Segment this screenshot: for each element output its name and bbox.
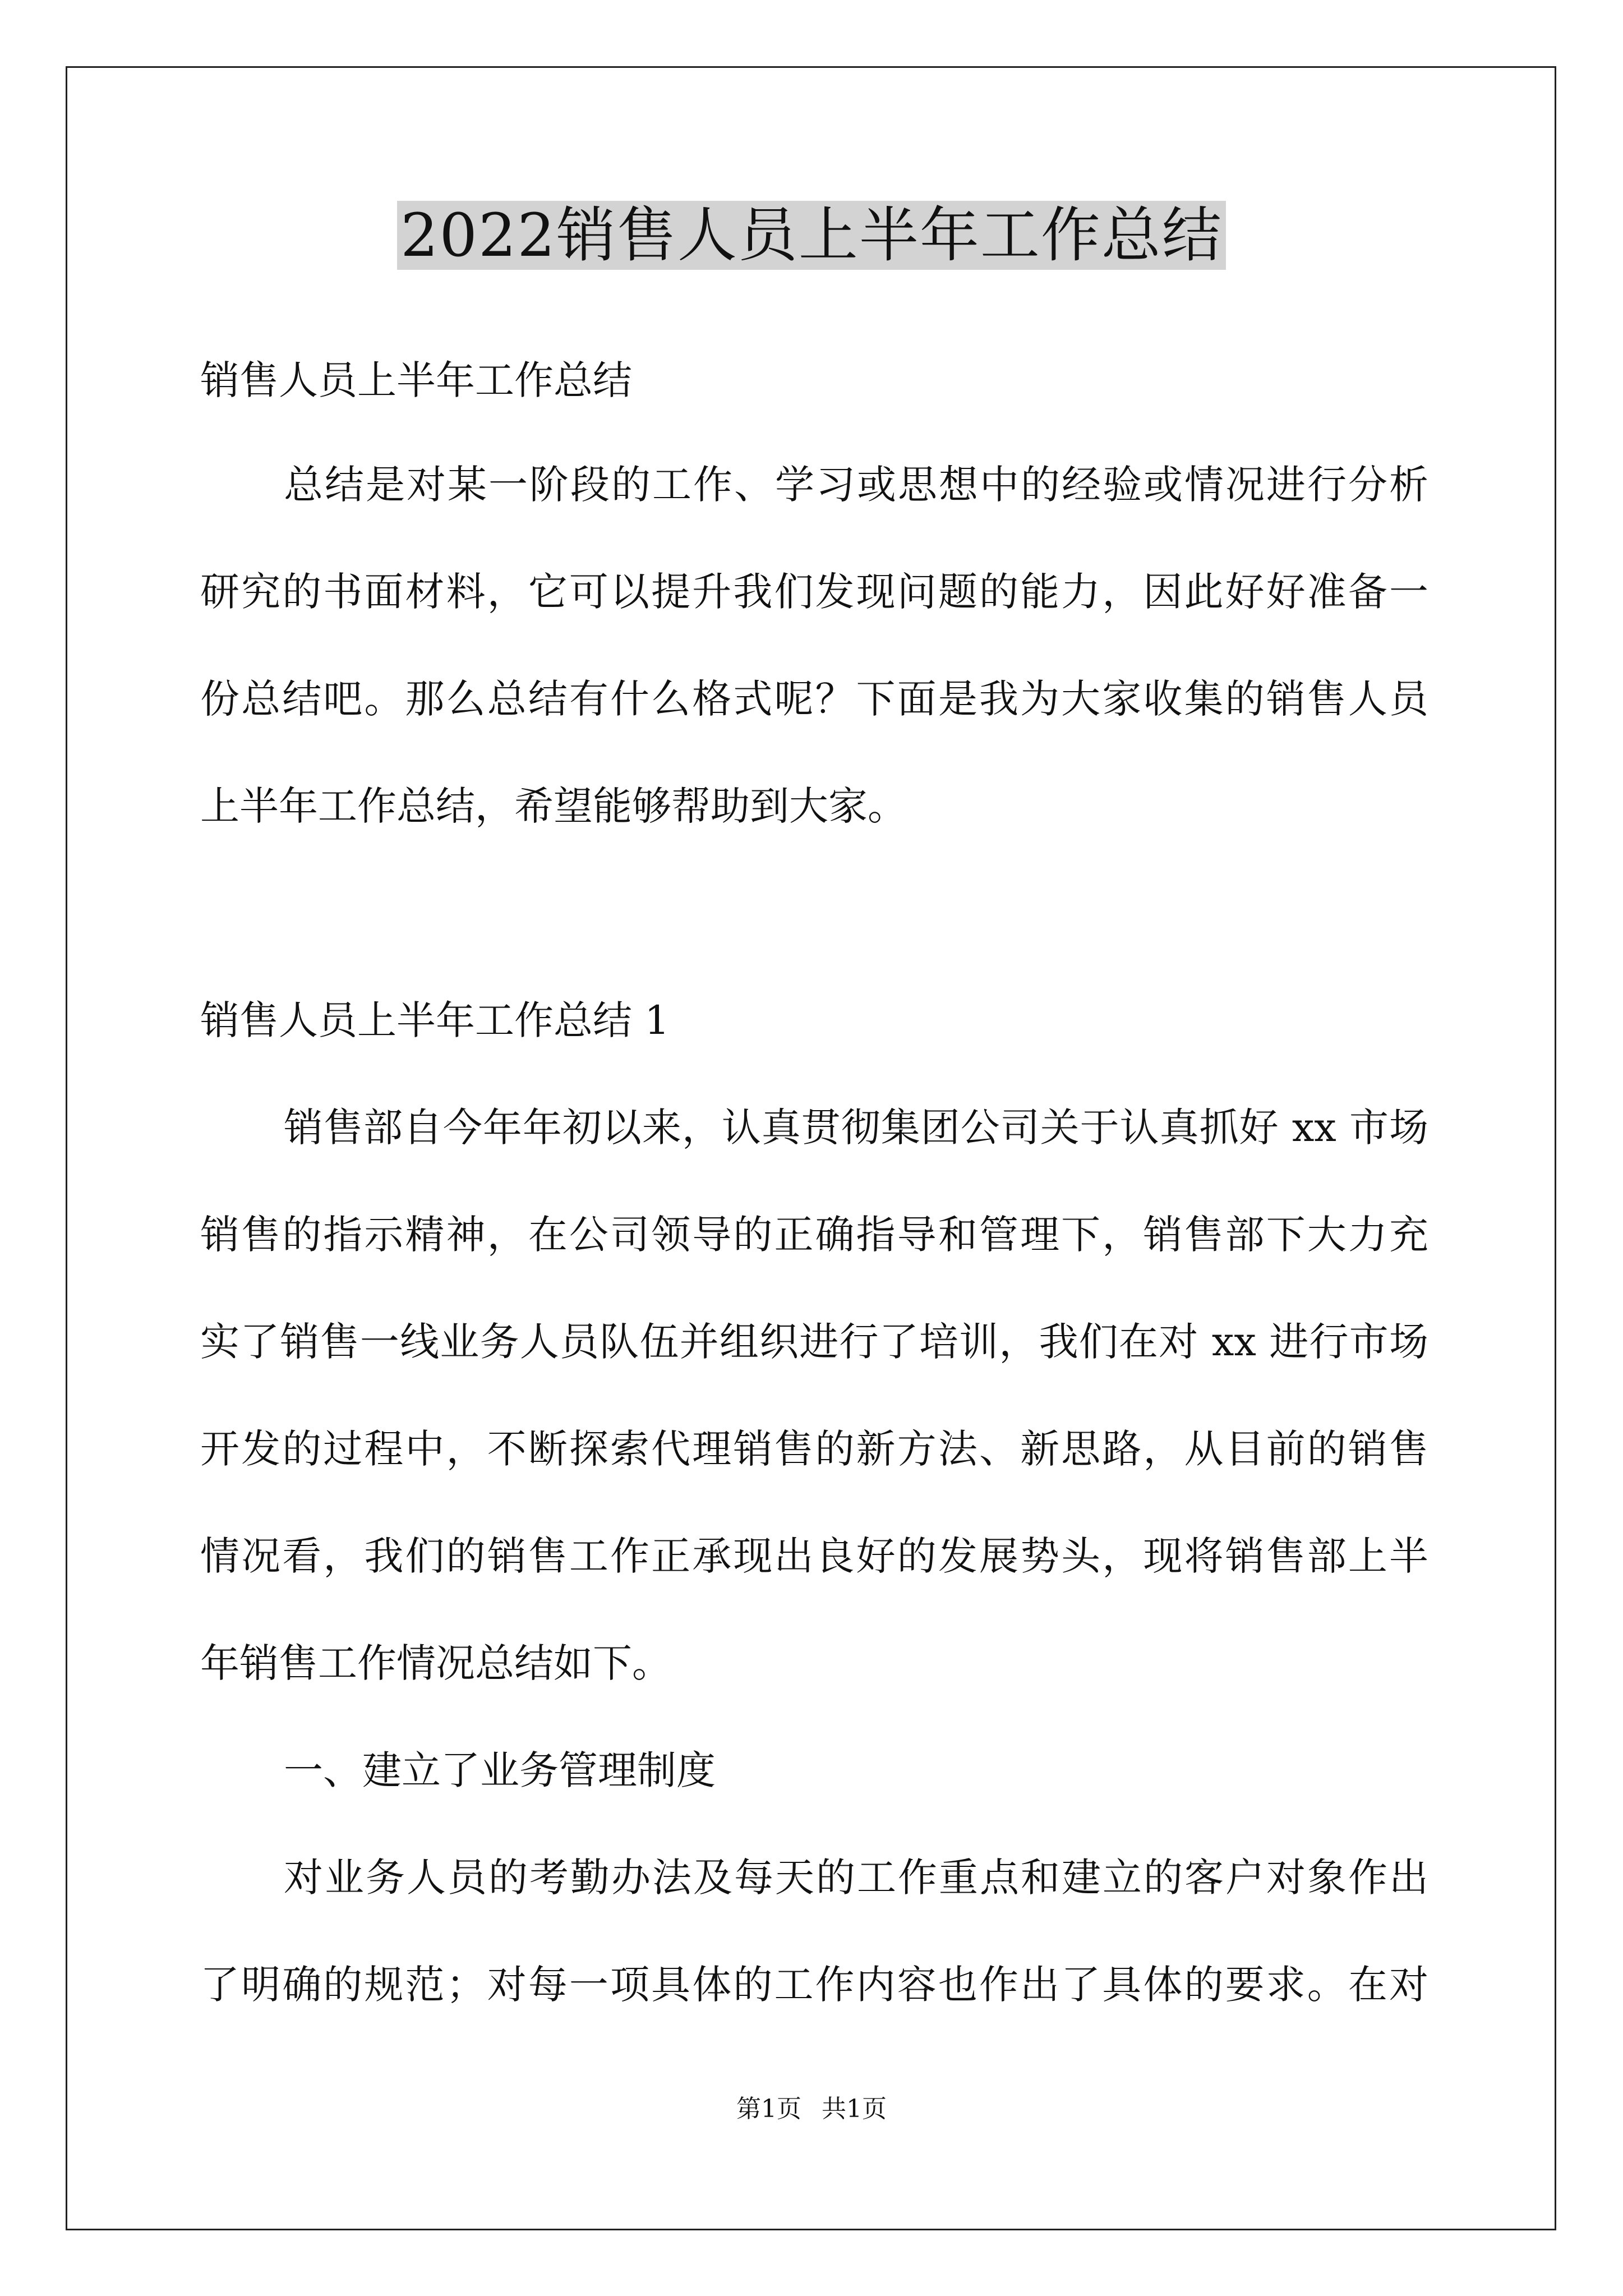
- page-footer: 第1页 共1页: [736, 2095, 887, 2123]
- intro-line-2: 研究的书面材料，它可以提升我们发现问题的能力，因此好好准备一: [200, 569, 1428, 615]
- intro-line-1: 总结是对某一阶段的工作、学习或思想中的经验或情况进行分析: [284, 462, 1428, 508]
- point-line-2: 了明确的规范；对每一项具体的工作内容也作出了具体的要求。在对: [200, 1962, 1428, 2008]
- point-line-1: 对业务人员的考勤办法及每天的工作重点和建立的客户对象作出: [284, 1855, 1428, 1901]
- section-line-2: 销售的指示精神，在公司领导的正确指导和管理下，销售部下大力充: [200, 1212, 1428, 1258]
- intro-line-3: 份总结吧。那么总结有什么格式呢？下面是我为大家收集的销售人员: [200, 676, 1428, 722]
- section-line-1: 销售部自今年年初以来，认真贯彻集团公司关于认真抓好 xx 市场: [284, 1105, 1428, 1151]
- document-title-text: 2022销售人员上半年工作总结: [397, 201, 1226, 270]
- section-line-6: 年销售工作情况总结如下。: [200, 1640, 671, 1686]
- section-line-4: 开发的过程中，不断探索代理销售的新方法、新思路，从目前的销售: [200, 1426, 1428, 1472]
- section-heading: 销售人员上半年工作总结 1: [200, 997, 670, 1043]
- point-heading: 一、建立了业务管理制度: [284, 1747, 716, 1793]
- section-line-3: 实了销售一线业务人员队伍并组织进行了培训，我们在对 xx 进行市场: [200, 1319, 1428, 1365]
- section-line-5: 情况看，我们的销售工作正承现出良好的发展势头，现将销售部上半: [200, 1533, 1428, 1579]
- document-subtitle: 销售人员上半年工作总结: [200, 357, 632, 403]
- document-title: [0, 199, 1623, 272]
- intro-line-4: 上半年工作总结，希望能够帮助到大家。: [200, 783, 907, 829]
